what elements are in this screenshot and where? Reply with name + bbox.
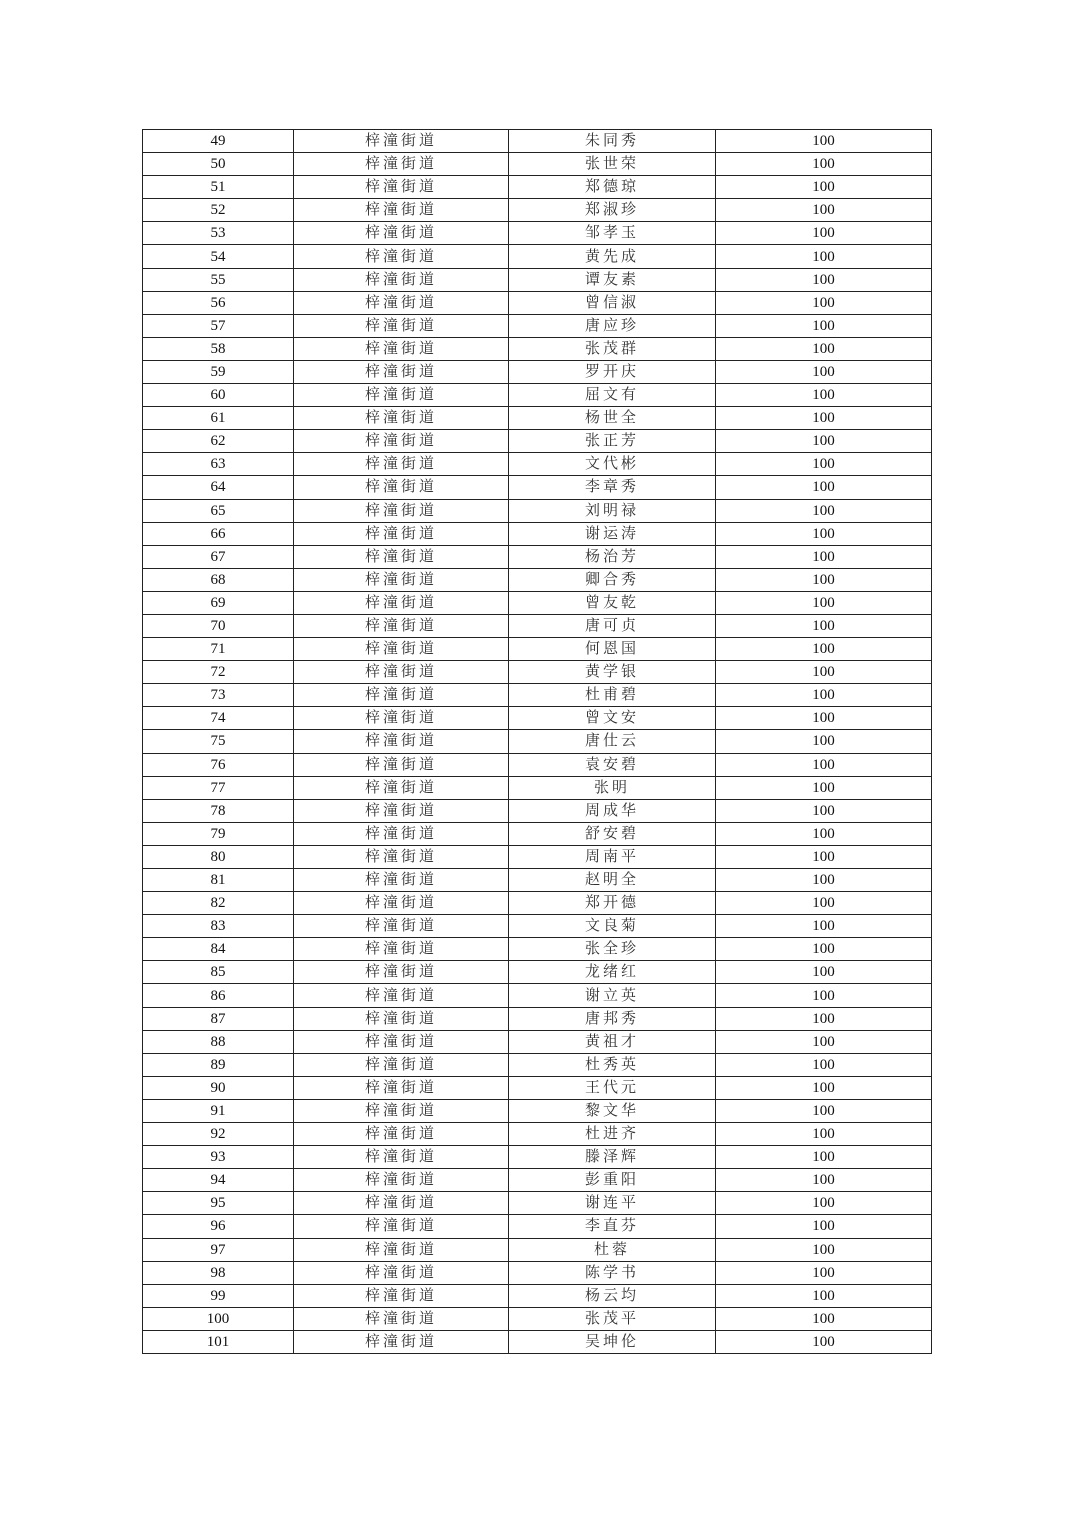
row-number-cell: 55 bbox=[143, 268, 294, 291]
row-number-cell: 54 bbox=[143, 245, 294, 268]
amount-cell: 100 bbox=[716, 961, 932, 984]
name-cell: 张正芳 bbox=[509, 430, 716, 453]
amount-cell: 100 bbox=[716, 453, 932, 476]
name-cell: 曾文安 bbox=[509, 707, 716, 730]
row-number-cell: 49 bbox=[143, 130, 294, 153]
row-number-cell: 100 bbox=[143, 1307, 294, 1330]
row-number-cell: 83 bbox=[143, 915, 294, 938]
row-number-cell: 76 bbox=[143, 753, 294, 776]
table-row bbox=[143, 314, 932, 337]
table-row bbox=[143, 222, 932, 245]
street-cell: 梓潼街道 bbox=[294, 638, 509, 661]
street-cell: 梓潼街道 bbox=[294, 337, 509, 360]
name-cell: 杨云均 bbox=[509, 1284, 716, 1307]
table-row bbox=[143, 1123, 932, 1146]
amount-cell: 100 bbox=[716, 1192, 932, 1215]
amount-cell: 100 bbox=[716, 1053, 932, 1076]
amount-cell: 100 bbox=[716, 1099, 932, 1122]
name-cell: 张茂群 bbox=[509, 337, 716, 360]
row-number-cell: 80 bbox=[143, 845, 294, 868]
name-cell: 赵明全 bbox=[509, 869, 716, 892]
table-row bbox=[143, 1169, 932, 1192]
name-cell: 刘明禄 bbox=[509, 499, 716, 522]
table-body bbox=[143, 130, 932, 1354]
street-cell: 梓潼街道 bbox=[294, 1053, 509, 1076]
street-cell: 梓潼街道 bbox=[294, 545, 509, 568]
name-cell: 谢立英 bbox=[509, 984, 716, 1007]
name-cell: 郑淑珍 bbox=[509, 199, 716, 222]
table-row bbox=[143, 153, 932, 176]
amount-cell: 100 bbox=[716, 384, 932, 407]
table-row bbox=[143, 1146, 932, 1169]
row-number-cell: 77 bbox=[143, 776, 294, 799]
street-cell: 梓潼街道 bbox=[294, 1169, 509, 1192]
row-number-cell: 99 bbox=[143, 1284, 294, 1307]
table-row bbox=[143, 591, 932, 614]
table-row bbox=[143, 869, 932, 892]
name-cell: 黎文华 bbox=[509, 1099, 716, 1122]
street-cell: 梓潼街道 bbox=[294, 1215, 509, 1238]
street-cell: 梓潼街道 bbox=[294, 314, 509, 337]
table-row bbox=[143, 1215, 932, 1238]
street-cell: 梓潼街道 bbox=[294, 799, 509, 822]
table-row bbox=[143, 1284, 932, 1307]
name-cell: 杨世全 bbox=[509, 407, 716, 430]
name-cell: 何恩国 bbox=[509, 638, 716, 661]
street-cell: 梓潼街道 bbox=[294, 499, 509, 522]
row-number-cell: 90 bbox=[143, 1076, 294, 1099]
name-cell: 龙绪红 bbox=[509, 961, 716, 984]
street-cell: 梓潼街道 bbox=[294, 707, 509, 730]
name-cell: 郑开德 bbox=[509, 892, 716, 915]
row-number-cell: 60 bbox=[143, 384, 294, 407]
name-cell: 罗开庆 bbox=[509, 360, 716, 383]
street-cell: 梓潼街道 bbox=[294, 984, 509, 1007]
street-cell: 梓潼街道 bbox=[294, 684, 509, 707]
amount-cell: 100 bbox=[716, 1169, 932, 1192]
table-row bbox=[143, 1238, 932, 1261]
row-number-cell: 66 bbox=[143, 522, 294, 545]
name-cell: 谢运涛 bbox=[509, 522, 716, 545]
table-row bbox=[143, 1261, 932, 1284]
amount-cell: 100 bbox=[716, 360, 932, 383]
row-number-cell: 101 bbox=[143, 1330, 294, 1353]
amount-cell: 100 bbox=[716, 915, 932, 938]
row-number-cell: 74 bbox=[143, 707, 294, 730]
table-row bbox=[143, 499, 932, 522]
name-cell: 杜秀英 bbox=[509, 1053, 716, 1076]
table-row bbox=[143, 1307, 932, 1330]
table-row bbox=[143, 915, 932, 938]
street-cell: 梓潼街道 bbox=[294, 222, 509, 245]
street-cell: 梓潼街道 bbox=[294, 614, 509, 637]
row-number-cell: 88 bbox=[143, 1030, 294, 1053]
name-cell: 张明 bbox=[509, 776, 716, 799]
name-cell: 杜进齐 bbox=[509, 1123, 716, 1146]
row-number-cell: 98 bbox=[143, 1261, 294, 1284]
street-cell: 梓潼街道 bbox=[294, 845, 509, 868]
row-number-cell: 57 bbox=[143, 314, 294, 337]
name-cell: 谭友素 bbox=[509, 268, 716, 291]
row-number-cell: 51 bbox=[143, 176, 294, 199]
table-row bbox=[143, 245, 932, 268]
name-cell: 唐仕云 bbox=[509, 730, 716, 753]
row-number-cell: 71 bbox=[143, 638, 294, 661]
table-row bbox=[143, 614, 932, 637]
amount-cell: 100 bbox=[716, 614, 932, 637]
street-cell: 梓潼街道 bbox=[294, 522, 509, 545]
row-number-cell: 97 bbox=[143, 1238, 294, 1261]
table-row bbox=[143, 476, 932, 499]
row-number-cell: 96 bbox=[143, 1215, 294, 1238]
amount-cell: 100 bbox=[716, 707, 932, 730]
name-cell: 滕泽辉 bbox=[509, 1146, 716, 1169]
amount-cell: 100 bbox=[716, 337, 932, 360]
name-cell: 杨治芳 bbox=[509, 545, 716, 568]
table-row bbox=[143, 730, 932, 753]
table-row bbox=[143, 568, 932, 591]
table-row bbox=[143, 453, 932, 476]
row-number-cell: 70 bbox=[143, 614, 294, 637]
table-row bbox=[143, 776, 932, 799]
amount-cell: 100 bbox=[716, 984, 932, 1007]
row-number-cell: 86 bbox=[143, 984, 294, 1007]
row-number-cell: 68 bbox=[143, 568, 294, 591]
table-row bbox=[143, 1007, 932, 1030]
amount-cell: 100 bbox=[716, 1030, 932, 1053]
street-cell: 梓潼街道 bbox=[294, 1192, 509, 1215]
table-row bbox=[143, 984, 932, 1007]
table-row bbox=[143, 384, 932, 407]
street-cell: 梓潼街道 bbox=[294, 1123, 509, 1146]
row-number-cell: 61 bbox=[143, 407, 294, 430]
table-row bbox=[143, 337, 932, 360]
amount-cell: 100 bbox=[716, 268, 932, 291]
name-cell: 杜蓉 bbox=[509, 1238, 716, 1261]
row-number-cell: 95 bbox=[143, 1192, 294, 1215]
name-cell: 舒安碧 bbox=[509, 822, 716, 845]
amount-cell: 100 bbox=[716, 199, 932, 222]
street-cell: 梓潼街道 bbox=[294, 176, 509, 199]
table-row bbox=[143, 407, 932, 430]
name-cell: 黄祖才 bbox=[509, 1030, 716, 1053]
street-cell: 梓潼街道 bbox=[294, 476, 509, 499]
name-cell: 周南平 bbox=[509, 845, 716, 868]
name-cell: 周成华 bbox=[509, 799, 716, 822]
row-number-cell: 62 bbox=[143, 430, 294, 453]
amount-cell: 100 bbox=[716, 661, 932, 684]
table-row bbox=[143, 545, 932, 568]
amount-cell: 100 bbox=[716, 938, 932, 961]
table-row bbox=[143, 799, 932, 822]
street-cell: 梓潼街道 bbox=[294, 384, 509, 407]
name-cell: 唐邦秀 bbox=[509, 1007, 716, 1030]
name-cell: 王代元 bbox=[509, 1076, 716, 1099]
street-cell: 梓潼街道 bbox=[294, 568, 509, 591]
street-cell: 梓潼街道 bbox=[294, 268, 509, 291]
row-number-cell: 92 bbox=[143, 1123, 294, 1146]
amount-cell: 100 bbox=[716, 1146, 932, 1169]
row-number-cell: 63 bbox=[143, 453, 294, 476]
table-row bbox=[143, 1330, 932, 1353]
amount-cell: 100 bbox=[716, 245, 932, 268]
row-number-cell: 85 bbox=[143, 961, 294, 984]
name-cell: 李直芬 bbox=[509, 1215, 716, 1238]
table-row bbox=[143, 661, 932, 684]
street-cell: 梓潼街道 bbox=[294, 591, 509, 614]
street-cell: 梓潼街道 bbox=[294, 1099, 509, 1122]
amount-cell: 100 bbox=[716, 153, 932, 176]
table-row bbox=[143, 938, 932, 961]
street-cell: 梓潼街道 bbox=[294, 892, 509, 915]
name-cell: 彭重阳 bbox=[509, 1169, 716, 1192]
name-cell: 文良菊 bbox=[509, 915, 716, 938]
name-cell: 曾友乾 bbox=[509, 591, 716, 614]
amount-cell: 100 bbox=[716, 1238, 932, 1261]
table-row bbox=[143, 961, 932, 984]
amount-cell: 100 bbox=[716, 753, 932, 776]
street-cell: 梓潼街道 bbox=[294, 915, 509, 938]
name-cell: 谢连平 bbox=[509, 1192, 716, 1215]
street-cell: 梓潼街道 bbox=[294, 130, 509, 153]
street-cell: 梓潼街道 bbox=[294, 245, 509, 268]
name-cell: 曾信淑 bbox=[509, 291, 716, 314]
row-number-cell: 50 bbox=[143, 153, 294, 176]
amount-cell: 100 bbox=[716, 730, 932, 753]
name-cell: 陈学书 bbox=[509, 1261, 716, 1284]
street-cell: 梓潼街道 bbox=[294, 1007, 509, 1030]
amount-cell: 100 bbox=[716, 430, 932, 453]
street-cell: 梓潼街道 bbox=[294, 1030, 509, 1053]
amount-cell: 100 bbox=[716, 545, 932, 568]
row-number-cell: 73 bbox=[143, 684, 294, 707]
row-number-cell: 78 bbox=[143, 799, 294, 822]
amount-cell: 100 bbox=[716, 591, 932, 614]
name-cell: 文代彬 bbox=[509, 453, 716, 476]
street-cell: 梓潼街道 bbox=[294, 1330, 509, 1353]
street-cell: 梓潼街道 bbox=[294, 730, 509, 753]
table-row bbox=[143, 1192, 932, 1215]
table-row bbox=[143, 822, 932, 845]
table-row bbox=[143, 522, 932, 545]
street-cell: 梓潼街道 bbox=[294, 430, 509, 453]
row-number-cell: 91 bbox=[143, 1099, 294, 1122]
name-cell: 黄先成 bbox=[509, 245, 716, 268]
amount-cell: 100 bbox=[716, 176, 932, 199]
table-row bbox=[143, 1099, 932, 1122]
row-number-cell: 52 bbox=[143, 199, 294, 222]
name-cell: 张全珍 bbox=[509, 938, 716, 961]
amount-cell: 100 bbox=[716, 1330, 932, 1353]
amount-cell: 100 bbox=[716, 892, 932, 915]
row-number-cell: 84 bbox=[143, 938, 294, 961]
table-row bbox=[143, 360, 932, 383]
name-cell: 卿合秀 bbox=[509, 568, 716, 591]
row-number-cell: 81 bbox=[143, 869, 294, 892]
amount-cell: 100 bbox=[716, 1215, 932, 1238]
amount-cell: 100 bbox=[716, 407, 932, 430]
street-cell: 梓潼街道 bbox=[294, 291, 509, 314]
amount-cell: 100 bbox=[716, 130, 932, 153]
row-number-cell: 93 bbox=[143, 1146, 294, 1169]
recipient-table bbox=[142, 129, 932, 1354]
amount-cell: 100 bbox=[716, 222, 932, 245]
table-row bbox=[143, 1030, 932, 1053]
street-cell: 梓潼街道 bbox=[294, 360, 509, 383]
row-number-cell: 67 bbox=[143, 545, 294, 568]
row-number-cell: 82 bbox=[143, 892, 294, 915]
row-number-cell: 58 bbox=[143, 337, 294, 360]
row-number-cell: 72 bbox=[143, 661, 294, 684]
street-cell: 梓潼街道 bbox=[294, 869, 509, 892]
table-row bbox=[143, 753, 932, 776]
table-row bbox=[143, 1076, 932, 1099]
name-cell: 邹孝玉 bbox=[509, 222, 716, 245]
row-number-cell: 89 bbox=[143, 1053, 294, 1076]
name-cell: 郑德琼 bbox=[509, 176, 716, 199]
name-cell: 唐应珍 bbox=[509, 314, 716, 337]
street-cell: 梓潼街道 bbox=[294, 453, 509, 476]
table-row bbox=[143, 684, 932, 707]
table-row bbox=[143, 707, 932, 730]
row-number-cell: 87 bbox=[143, 1007, 294, 1030]
table-row bbox=[143, 1053, 932, 1076]
row-number-cell: 75 bbox=[143, 730, 294, 753]
amount-cell: 100 bbox=[716, 314, 932, 337]
amount-cell: 100 bbox=[716, 799, 932, 822]
amount-cell: 100 bbox=[716, 1307, 932, 1330]
street-cell: 梓潼街道 bbox=[294, 1284, 509, 1307]
row-number-cell: 65 bbox=[143, 499, 294, 522]
name-cell: 杜甫碧 bbox=[509, 684, 716, 707]
table-row bbox=[143, 892, 932, 915]
table-row bbox=[143, 268, 932, 291]
amount-cell: 100 bbox=[716, 845, 932, 868]
table-row bbox=[143, 199, 932, 222]
amount-cell: 100 bbox=[716, 684, 932, 707]
street-cell: 梓潼街道 bbox=[294, 938, 509, 961]
street-cell: 梓潼街道 bbox=[294, 153, 509, 176]
name-cell: 黄学银 bbox=[509, 661, 716, 684]
table-row bbox=[143, 176, 932, 199]
street-cell: 梓潼街道 bbox=[294, 407, 509, 430]
street-cell: 梓潼街道 bbox=[294, 961, 509, 984]
street-cell: 梓潼街道 bbox=[294, 661, 509, 684]
name-cell: 张世荣 bbox=[509, 153, 716, 176]
street-cell: 梓潼街道 bbox=[294, 1261, 509, 1284]
amount-cell: 100 bbox=[716, 776, 932, 799]
table-row bbox=[143, 638, 932, 661]
street-cell: 梓潼街道 bbox=[294, 776, 509, 799]
amount-cell: 100 bbox=[716, 1123, 932, 1146]
name-cell: 屈文有 bbox=[509, 384, 716, 407]
amount-cell: 100 bbox=[716, 869, 932, 892]
name-cell: 吴坤伦 bbox=[509, 1330, 716, 1353]
table-row bbox=[143, 130, 932, 153]
name-cell: 袁安碧 bbox=[509, 753, 716, 776]
amount-cell: 100 bbox=[716, 568, 932, 591]
table-row bbox=[143, 845, 932, 868]
street-cell: 梓潼街道 bbox=[294, 1076, 509, 1099]
row-number-cell: 56 bbox=[143, 291, 294, 314]
amount-cell: 100 bbox=[716, 499, 932, 522]
street-cell: 梓潼街道 bbox=[294, 1146, 509, 1169]
name-cell: 李章秀 bbox=[509, 476, 716, 499]
amount-cell: 100 bbox=[716, 476, 932, 499]
row-number-cell: 64 bbox=[143, 476, 294, 499]
amount-cell: 100 bbox=[716, 822, 932, 845]
table-row bbox=[143, 430, 932, 453]
amount-cell: 100 bbox=[716, 522, 932, 545]
amount-cell: 100 bbox=[716, 1007, 932, 1030]
street-cell: 梓潼街道 bbox=[294, 1307, 509, 1330]
name-cell: 唐可贞 bbox=[509, 614, 716, 637]
name-cell: 朱同秀 bbox=[509, 130, 716, 153]
row-number-cell: 79 bbox=[143, 822, 294, 845]
amount-cell: 100 bbox=[716, 291, 932, 314]
row-number-cell: 69 bbox=[143, 591, 294, 614]
name-cell: 张茂平 bbox=[509, 1307, 716, 1330]
row-number-cell: 53 bbox=[143, 222, 294, 245]
street-cell: 梓潼街道 bbox=[294, 753, 509, 776]
street-cell: 梓潼街道 bbox=[294, 199, 509, 222]
amount-cell: 100 bbox=[716, 1261, 932, 1284]
row-number-cell: 59 bbox=[143, 360, 294, 383]
amount-cell: 100 bbox=[716, 1284, 932, 1307]
amount-cell: 100 bbox=[716, 1076, 932, 1099]
amount-cell: 100 bbox=[716, 638, 932, 661]
row-number-cell: 94 bbox=[143, 1169, 294, 1192]
street-cell: 梓潼街道 bbox=[294, 822, 509, 845]
street-cell: 梓潼街道 bbox=[294, 1238, 509, 1261]
table-row bbox=[143, 291, 932, 314]
